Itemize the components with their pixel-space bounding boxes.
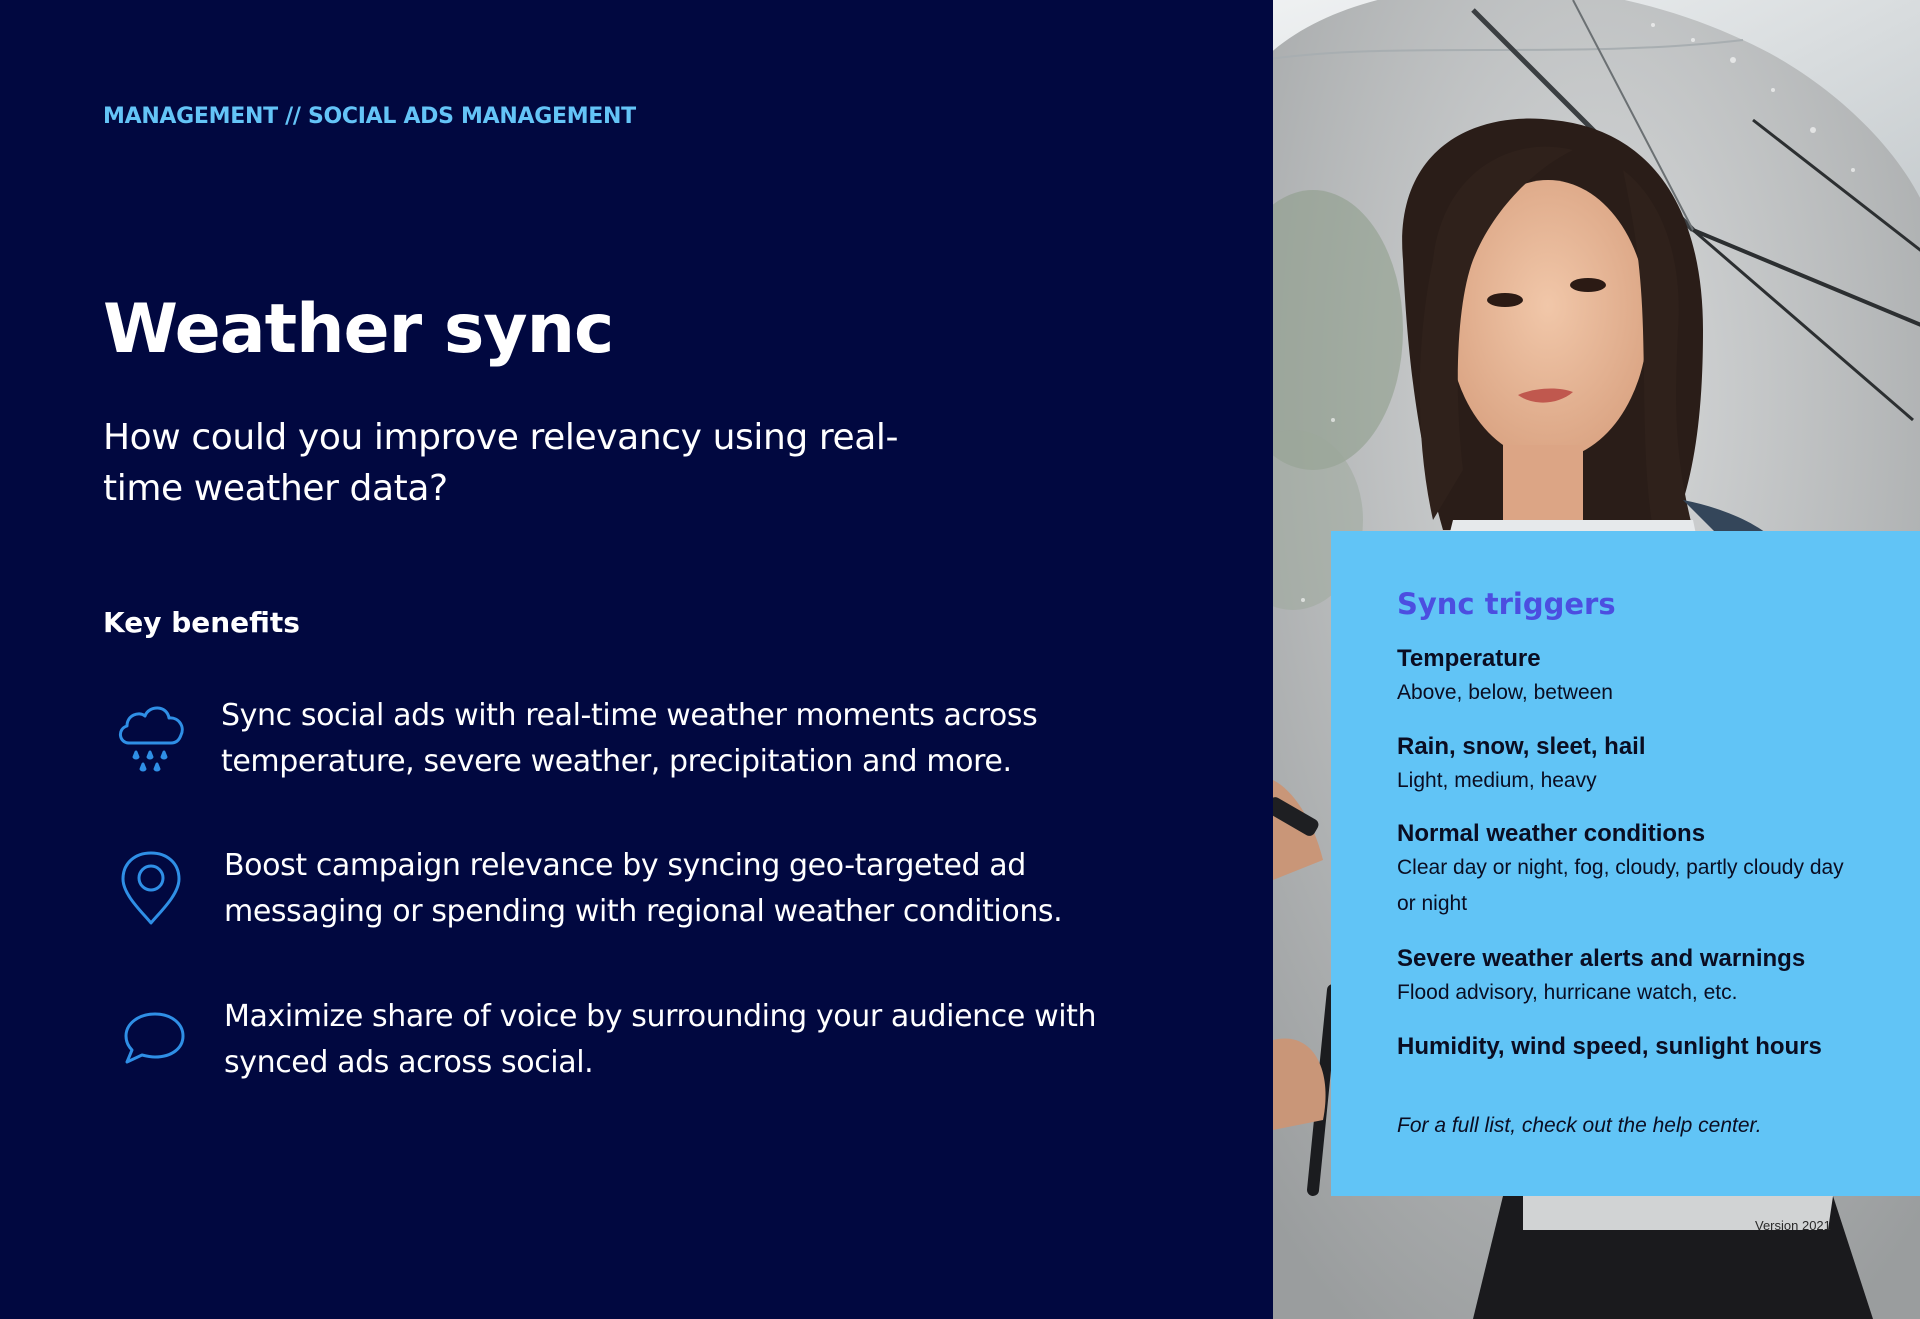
- key-benefits-heading: Key benefits: [103, 606, 300, 639]
- trigger-description: Above, below, between: [1397, 681, 1613, 704]
- trigger-name: Rain, snow, sleet, hail: [1397, 733, 1646, 760]
- trigger-name: Temperature: [1397, 645, 1541, 672]
- rain-cloud-icon: [113, 699, 189, 779]
- trigger-item: [1397, 943, 1897, 1011]
- speech-bubble-icon: [117, 1000, 193, 1080]
- trigger-name: Severe weather alerts and warnings: [1397, 945, 1806, 972]
- help-center-note: For a full list, check out the help center.: [1397, 1114, 1762, 1137]
- benefit-text: Boost campaign relevance by syncing geo-targeted ad messaging or spending with regional weather conditions.: [224, 848, 1063, 929]
- trigger-description: Light, medium, heavy: [1397, 769, 1597, 792]
- page-title: Weather sync: [103, 290, 614, 369]
- trigger-name: Normal weather conditions: [1397, 820, 1706, 847]
- benefit-text: Maximize share of voice by surrounding your audience with synced ads across social.: [224, 999, 1097, 1080]
- trigger-item: [1397, 1031, 1897, 1063]
- trigger-item: [1397, 818, 1897, 922]
- trigger-description: Clear day or night, fog, cloudy, partly cloudy day or night: [1397, 856, 1844, 915]
- trigger-item: [1397, 731, 1897, 799]
- location-pin-icon: [115, 849, 191, 929]
- sync-triggers-card: [1331, 531, 1920, 1196]
- benefit-text: Sync social ads with real-time weather moments across temperature, severe weather, precipitation and more.: [221, 698, 1038, 779]
- sync-triggers-title: Sync triggers: [1397, 587, 1616, 621]
- breadcrumb: MANAGEMENT // SOCIAL ADS MANAGEMENT: [103, 104, 636, 129]
- page-subtitle: How could you improve relevancy using real-time weather data?: [103, 417, 899, 509]
- trigger-item: [1397, 643, 1897, 711]
- trigger-description: Flood advisory, hurricane watch, etc.: [1397, 981, 1738, 1004]
- version-stamp: Version 2021: [1755, 1218, 1831, 1233]
- trigger-name: Humidity, wind speed, sunlight hours: [1397, 1033, 1822, 1060]
